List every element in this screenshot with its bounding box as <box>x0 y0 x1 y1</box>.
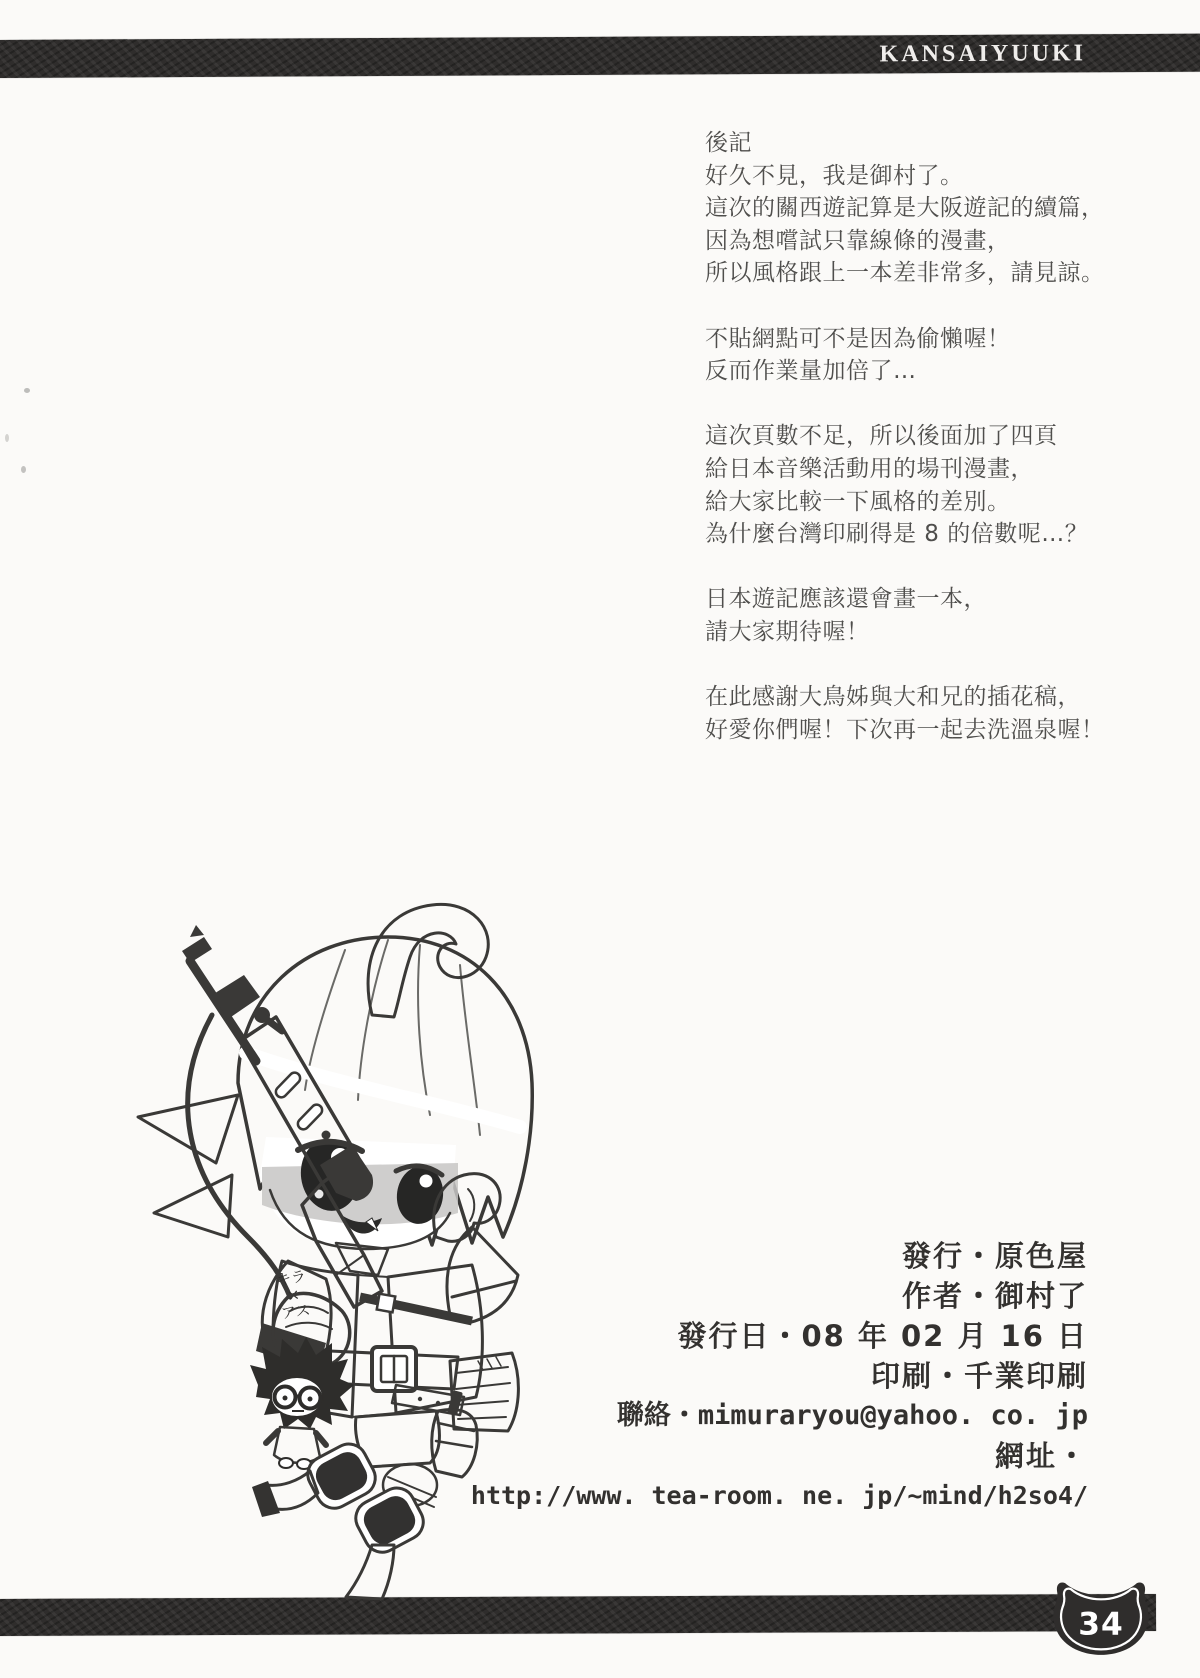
scan-speck <box>5 434 9 442</box>
afterword-line: 給日本音樂活動用的場刊漫畫， <box>705 455 1034 482</box>
afterword-line: 這次頁數不足，所以後面加了四頁 <box>705 423 1058 450</box>
afterword-line: 所以風格跟上一本差非常多，請見諒。 <box>705 260 1105 287</box>
afterword-line: 反而作業量加倍了… <box>705 358 917 385</box>
rifle <box>182 925 382 1307</box>
afterword-paragraph <box>705 127 1175 290</box>
afterword-line: 後記 <box>705 130 752 156</box>
afterword-line: 因為想嚐試只靠線條的漫畫， <box>705 227 1011 254</box>
afterword <box>705 127 1175 779</box>
afterword-line: 給大家比較一下風格的差別。 <box>705 488 1011 515</box>
page-title: KANSAIYUUKI <box>879 40 1087 68</box>
afterword-line: 不貼網點可不是因為偷懶喔！ <box>705 325 1011 352</box>
afterword-paragraph <box>705 583 1175 648</box>
page-number-badge <box>1052 1576 1150 1659</box>
svg-text:アス: アス <box>279 1300 312 1323</box>
afterword-line: 為什麼台灣印刷得是 8 的倍數呢…？ <box>705 521 1089 548</box>
afterword-line: 請大家期待喔！ <box>705 618 870 645</box>
afterword-line: 這次的關西遊記算是大阪遊記的續篇， <box>705 195 1105 222</box>
scan-speck <box>24 388 30 393</box>
afterword-line: 在此感謝大鳥姊與大和兄的插花稿， <box>705 684 1081 711</box>
afterword-paragraph <box>705 323 1175 388</box>
colophon-url-line: http://www. tea-room. ne. jp/~mind/h2so4/ <box>470 1481 1088 1510</box>
svg-text:キラ: キラ <box>274 1267 308 1290</box>
footer-bar <box>0 1594 1156 1636</box>
belt-buckle <box>372 1347 416 1391</box>
colophon-website-label: 網址・ <box>994 1439 1088 1473</box>
afterword-paragraph <box>705 681 1175 746</box>
afterword-line: 好愛你們喔！下次再一起去洗溫泉喔！ <box>705 716 1105 743</box>
afterword-line: 日本遊記應該還會畫一本， <box>705 586 987 613</box>
colophon <box>471 1236 1088 1516</box>
colophon-date-line: 發行日・08 年 02 月 16 日 <box>677 1319 1088 1353</box>
afterword-line: 好久不見，我是御村了。 <box>705 162 964 189</box>
page-number: 34 <box>1078 1606 1124 1643</box>
header-bar <box>0 34 1200 78</box>
colophon-printer-line: 印刷・千業印刷 <box>870 1359 1088 1393</box>
scan-speck <box>21 466 26 473</box>
strap-buckle <box>377 1294 396 1313</box>
svg-text:×: × <box>285 1285 301 1305</box>
colophon-publisher-line: 發行・原色屋 <box>901 1239 1088 1273</box>
knee-pads <box>301 1438 429 1559</box>
colophon-contact-line: 聯絡・mimuraryou@yahoo. co. jp <box>616 1400 1088 1431</box>
afterword-paragraph <box>705 420 1175 550</box>
chibi-girl-with-rifle-and-doll-illustration <box>120 845 540 1600</box>
front-sight <box>190 925 204 937</box>
colophon-author-line: 作者・御村了 <box>901 1279 1088 1313</box>
